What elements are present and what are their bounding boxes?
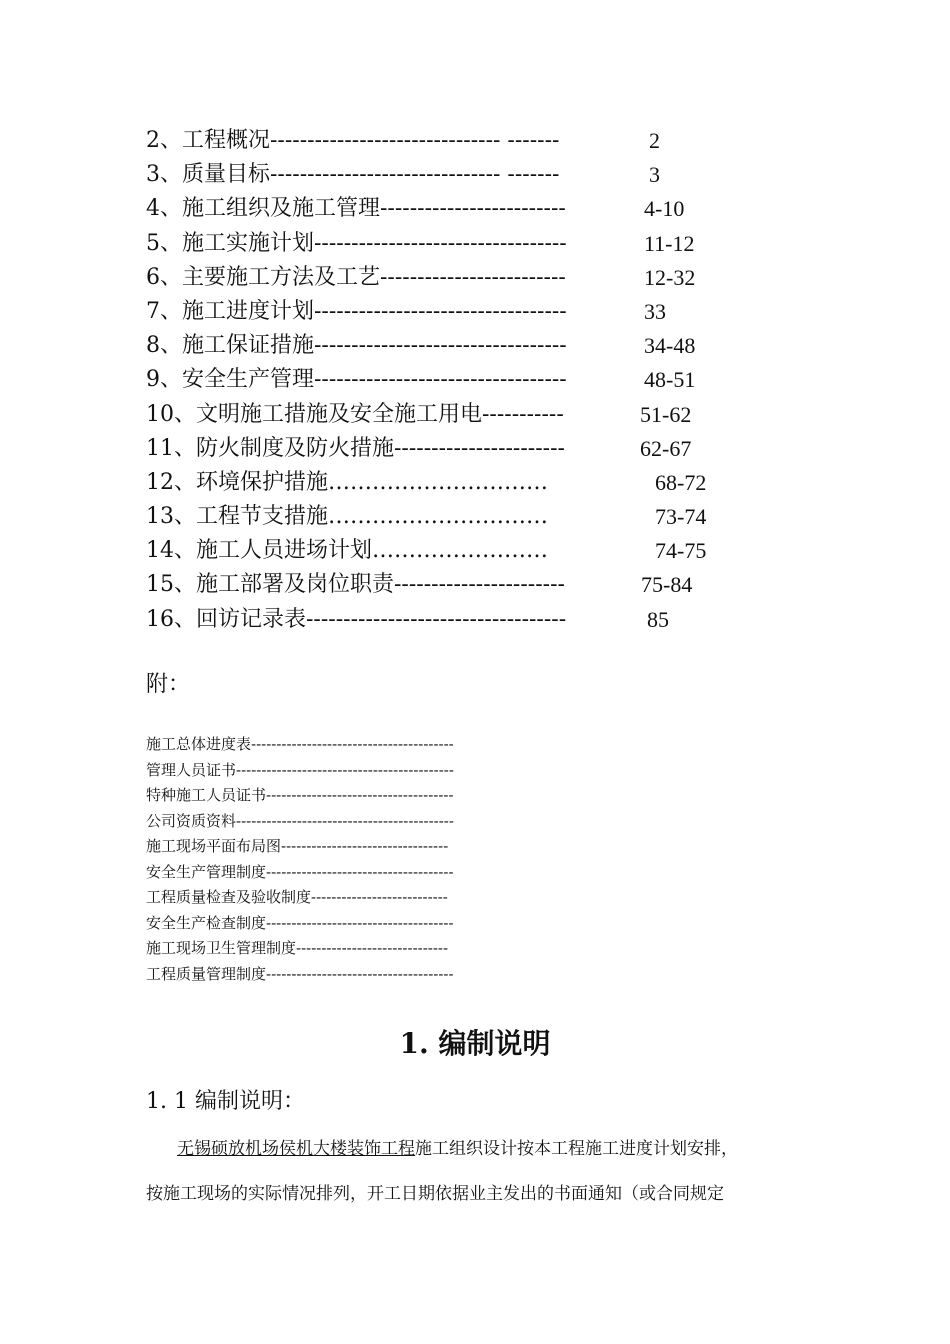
appendix-list <box>146 732 566 987</box>
appendix-item: 施工现场卫生管理制度------------------------------ <box>146 939 449 957</box>
toc-entry <box>146 432 786 466</box>
toc-entry <box>146 329 786 363</box>
toc-entry-page: 12-32 <box>644 264 696 290</box>
toc-entry-title: 10、文明施工措施及安全施工用电----------- <box>146 401 564 427</box>
toc-entry-page: 3 <box>649 162 660 188</box>
toc-entry <box>146 261 786 295</box>
toc-entry-title: 4、施工组织及施工管理------------------------- <box>146 196 566 222</box>
appendix-item: 安全生产管理制度------------------------------------- <box>146 862 454 881</box>
toc-entry-title: 3、质量目标------------------------------- ------- <box>146 162 560 188</box>
toc-entry-page: 74-75 <box>655 538 707 564</box>
toc-entry <box>146 295 786 329</box>
toc-entry-title: 8、施工保证措施---------------------------------- <box>146 333 567 359</box>
toc-entry-page: 33 <box>644 298 666 324</box>
appendix-item: 工程质量管理制度------------------------------------- <box>146 964 454 983</box>
toc-entry <box>146 158 786 192</box>
section-title: 1. 编制说明 <box>399 1027 551 1060</box>
toc-entry-page: 75-84 <box>641 572 693 598</box>
toc-entry-title: 6、主要施工方法及工艺------------------------- <box>146 264 566 290</box>
appendix-item: 工程质量检查及验收制度--------------------------- <box>146 888 448 906</box>
toc-entry <box>146 466 786 500</box>
toc-entry <box>146 192 786 226</box>
toc-entry-page: 48-51 <box>644 367 696 393</box>
appendix-item: 特种施工人员证书------------------------------------- <box>146 786 454 804</box>
toc-entry <box>146 124 786 158</box>
toc-entry-title: 13、工程节支措施………………………… <box>146 504 548 530</box>
toc-entry-page: 73-74 <box>655 504 707 530</box>
toc-entry-title: 9、安全生产管理---------------------------------- <box>146 367 567 393</box>
paragraph-text: 施工组织设计按本工程施工进度计划安排， <box>415 1139 738 1159</box>
toc-entry-title: 2、工程概况------------------------------- ------- <box>146 128 560 153</box>
toc-entry-title: 12、环境保护措施………………………… <box>146 469 548 495</box>
appendix-heading: 附： <box>146 672 191 697</box>
appendix-item: 施工现场平面布局图--------------------------------- <box>146 837 449 855</box>
toc-entry-page: 62-67 <box>640 435 692 461</box>
toc-entry <box>146 500 786 534</box>
paragraph-line <box>177 1135 738 1163</box>
appendix-item: 安全生产检查制度------------------------------------- <box>146 913 454 932</box>
toc-entry-title: 5、施工实施计划---------------------------------- <box>146 230 567 256</box>
toc-entry-page: 51-62 <box>640 401 692 427</box>
toc-entry-page: 2 <box>649 128 660 153</box>
subsection-title: 1. 1 编制说明： <box>146 1089 305 1114</box>
toc-entry <box>146 227 786 261</box>
toc-entry-page: 68-72 <box>655 469 707 495</box>
toc-entry-page: 11-12 <box>644 230 695 256</box>
paragraph-line: 按施工现场的实际情况排列，开工日期依据业主发出的书面通知（或合同规定 <box>146 1184 724 1204</box>
table-of-contents <box>146 124 786 637</box>
project-name: 无锡硕放机场侯机大楼装饰工程 <box>177 1139 415 1159</box>
toc-entry <box>146 603 786 637</box>
toc-entry-title: 7、施工进度计划---------------------------------- <box>146 298 567 324</box>
toc-entry <box>146 568 786 602</box>
appendix-item: 施工总体进度表---------------------------------------- <box>146 735 454 753</box>
toc-entry-title: 15、施工部署及岗位职责----------------------- <box>146 572 565 598</box>
toc-entry-title: 14、施工人员进场计划…………………… <box>146 538 548 564</box>
toc-entry-page: 4-10 <box>644 196 685 222</box>
toc-entry-page: 34-48 <box>644 333 696 359</box>
toc-entry <box>146 363 786 397</box>
appendix-item: 管理人员证书------------------------------------------- <box>146 760 454 779</box>
toc-entry-page: 85 <box>647 606 669 632</box>
toc-entry <box>146 398 786 432</box>
appendix-item: 公司资质资料------------------------------------------- <box>146 811 454 830</box>
toc-entry-title: 11、防火制度及防火措施----------------------- <box>146 435 565 461</box>
toc-entry <box>146 534 786 568</box>
toc-entry-title: 16、回访记录表----------------------------------- <box>146 606 567 632</box>
